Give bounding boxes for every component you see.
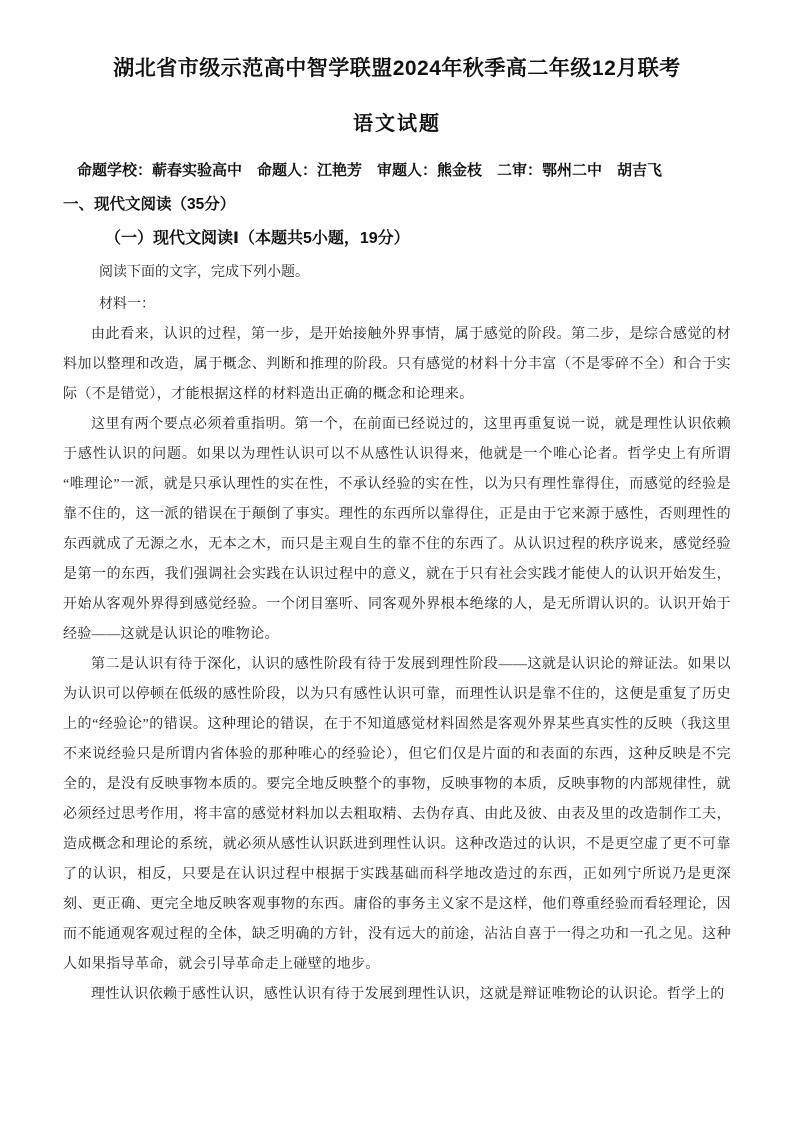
material-one-label: 材料一： bbox=[99, 297, 155, 312]
material-paragraph: 这里有两个要点必须着重指明。第一个，在前面已经说过的，这里再重复说一说，就是理性认识依赖于感性认识的问题。如果以为理性认识可以不从感性认识得来，他就是一个唯心论者。哲学史上有所谓“唯理论”一派，就是只承认理性的实在性，不承认经验的实在性，以为只有理性靠得住，而感觉的经验是靠不住的，这一派的错误在于颠倒了事实。理性的东西所以靠得住，正是由于它来源于感性，否则理性的东西就成了无源之水，无本之木，而只是主观自生的靠不住的东西了。从认识过程的秩序说来，感觉经验是第一的东西，我们强调社会实践在认识过程中的意义，就在于只有社会实践才能使人的认识开始发生，开始从客观外界得到感觉经验。一个闭目塞听、同客观外界根本绝缘的人，是无所谓认识的。认识开始于经验——这就是认识论的唯物论。 bbox=[63, 417, 731, 642]
reading-instruction: 阅读下面的文字，完成下列小题。 bbox=[99, 265, 309, 280]
section-heading-modern-reading: 一、现代文阅读（35分） bbox=[63, 196, 236, 213]
exam-meta-line: 命题学校：蕲春实验高中 命题人：江艳芳 审题人：熊金枝 二审：鄂州二中 胡吉飞 bbox=[77, 162, 663, 179]
exam-subtitle: 语文试题 bbox=[353, 113, 441, 135]
exam-title: 湖北省市级示范高中智学联盟2024年秋季高二年级12月联考 bbox=[113, 57, 681, 80]
material-paragraph: 理性认识依赖于感性认识，感性认识有待于发展到理性认识，这就是辩证唯物论的认识论。哲学上的 bbox=[91, 987, 725, 1002]
material-paragraph: 第二是认识有待于深化，认识的感性阶段有待于发展到理性阶段——这就是认识论的辩证法。如果以为认识可以停顿在低级的感性阶段，以为只有感性认识可靠，而理性认识是靠不住的，这便是重复了历史上的“经验论”的错误。这种理论的错误，在于不知道感觉材料固然是客观外界某些真实性的反映（我这里不来说经验只是所谓内省体验的那种唯心的经验论），但它们仅是片面的和表面的东西，这种反映是不完全的，是没有反映事物本质的。要完全地反映整个的事物，反映事物的本质，反映事物的内部规律性，就必须经过思考作用，将丰富的感觉材料加以去粗取精、去伪存真、由此及彼、由表及里的改造制作工夫，造成概念和理论的系统，就必须从感性认识跃进到理性认识。这种改造过的认识，不是更空虚了更不可靠了的认识，相反，只要是在认识过程中根据于实践基础而科学地改造过的东西，正如列宁所说乃是更深刻、更正确、更完全地反映客观事物的东西。庸俗的事务主义家不是这样，他们尊重经验而看轻理论，因而不能通观客观过程的全体，缺乏明确的方针，没有远大的前途，沾沾自喜于一得之功和一孔之见。这种人如果指导革命，就会引导革命走上碰壁的地步。 bbox=[63, 657, 731, 972]
subsection-heading-reading-one: （一）现代文阅读Ⅰ（本题共5小题，19分） bbox=[105, 230, 410, 247]
material-paragraph: 由此看来，认识的过程，第一步，是开始接触外界事情，属于感觉的阶段。第二步，是综合感觉的材料加以整理和改造，属于概念、判断和推理的阶段。只有感觉的材料十分丰富（不是零碎不全）和合于实际（不是错觉），才能根据这样的材料造出正确的概念和论理来。 bbox=[63, 327, 731, 402]
